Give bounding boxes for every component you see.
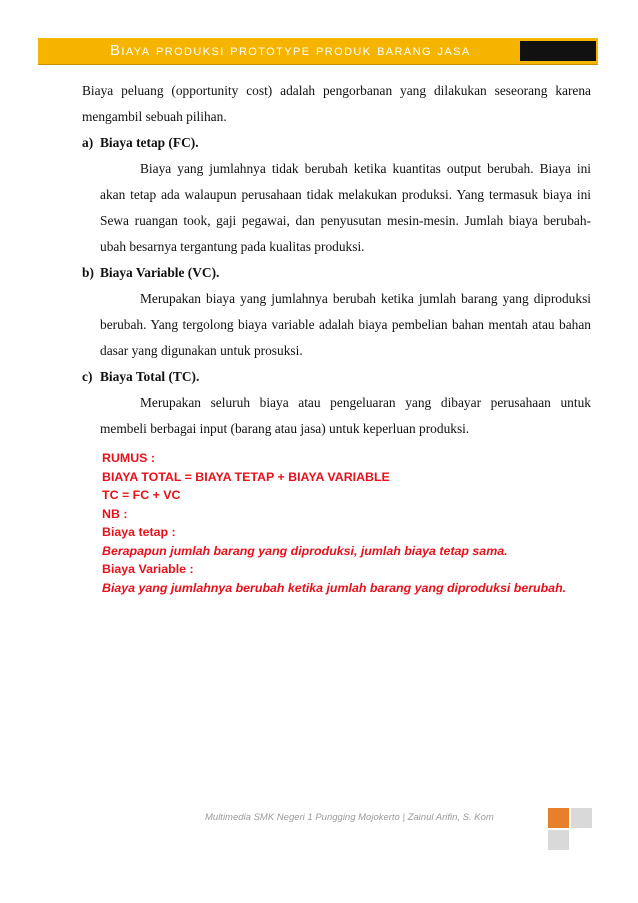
section-marker: c) — [82, 369, 93, 384]
section-paragraph: Biaya yang jumlahnya tidak berubah ketika kuantitas output berubah. Biaya ini akan tetap ada walaupun perusahaan tidak melakukan produksi. Yang termasuk biaya ini Sewa ruangan took, gaji pegawai, dan penyusutan mesin-mesin. Jumlah biaya berubah-ubah besarnya tergantung pada kualitas produksi. — [100, 161, 591, 254]
section-body-vc — [82, 286, 591, 364]
footer-gray-square — [571, 808, 592, 828]
formula-variable-desc: Biaya yang jumlahnya berubah ketika jumlah barang yang diproduksi berubah. — [102, 580, 567, 595]
footer-orange-square — [548, 808, 569, 828]
formula-block — [102, 449, 591, 597]
page-header-title: Biaya produksi prototype produk barang jasa — [110, 42, 471, 59]
formula-short: TC = FC + VC — [102, 488, 181, 502]
formula-total: BIAYA TOTAL = BIAYA TETAP + BIAYA VARIABLE — [102, 469, 390, 484]
section-paragraph: Merupakan seluruh biaya atau pengeluaran yang dibayar perusahaan untuk membeli berbagai input (barang atau jasa) untuk keperluan produksi. — [100, 395, 591, 436]
formula-fixed-label: Biaya tetap : — [102, 525, 176, 539]
section-marker: b) — [82, 265, 94, 280]
section-title: Biaya tetap (FC). — [100, 135, 199, 150]
section-heading-tc — [82, 364, 591, 390]
formula-nb-label: NB : — [102, 506, 128, 521]
formula-fixed-desc: Berapapun jumlah barang yang diproduksi, jumlah biaya tetap sama. — [102, 543, 508, 558]
section-body-fc — [82, 156, 591, 260]
section-title: Biaya Total (TC). — [100, 369, 200, 384]
formula-rumus-label: RUMUS : — [102, 451, 155, 465]
intro-paragraph: Biaya peluang (opportunity cost) adalah pengorbanan yang dilakukan seseorang karena mengambil sebuah pilihan. — [82, 83, 591, 124]
section-heading-fc — [82, 130, 591, 156]
header-black-block — [520, 41, 596, 61]
section-heading-vc — [82, 260, 591, 286]
page-footer: Multimedia SMK Negeri 1 Pungging Mojokerto | Zainul Arifin, S. Kom — [205, 812, 494, 823]
footer-gray-square — [548, 830, 569, 850]
section-paragraph: Merupakan biaya yang jumlahnya berubah ketika jumlah barang yang diproduksi berubah. Yang tergolong biaya variable adalah biaya pembelian bahan mentah atau bahan dasar yang digunakan untuk prosuksi. — [100, 291, 591, 358]
header-bar — [38, 38, 598, 65]
formula-variable-label: Biaya Variable : — [102, 562, 194, 576]
section-marker: a) — [82, 135, 94, 150]
document-body — [82, 78, 591, 597]
section-title: Biaya Variable (VC). — [100, 265, 220, 280]
section-body-tc — [82, 390, 591, 442]
